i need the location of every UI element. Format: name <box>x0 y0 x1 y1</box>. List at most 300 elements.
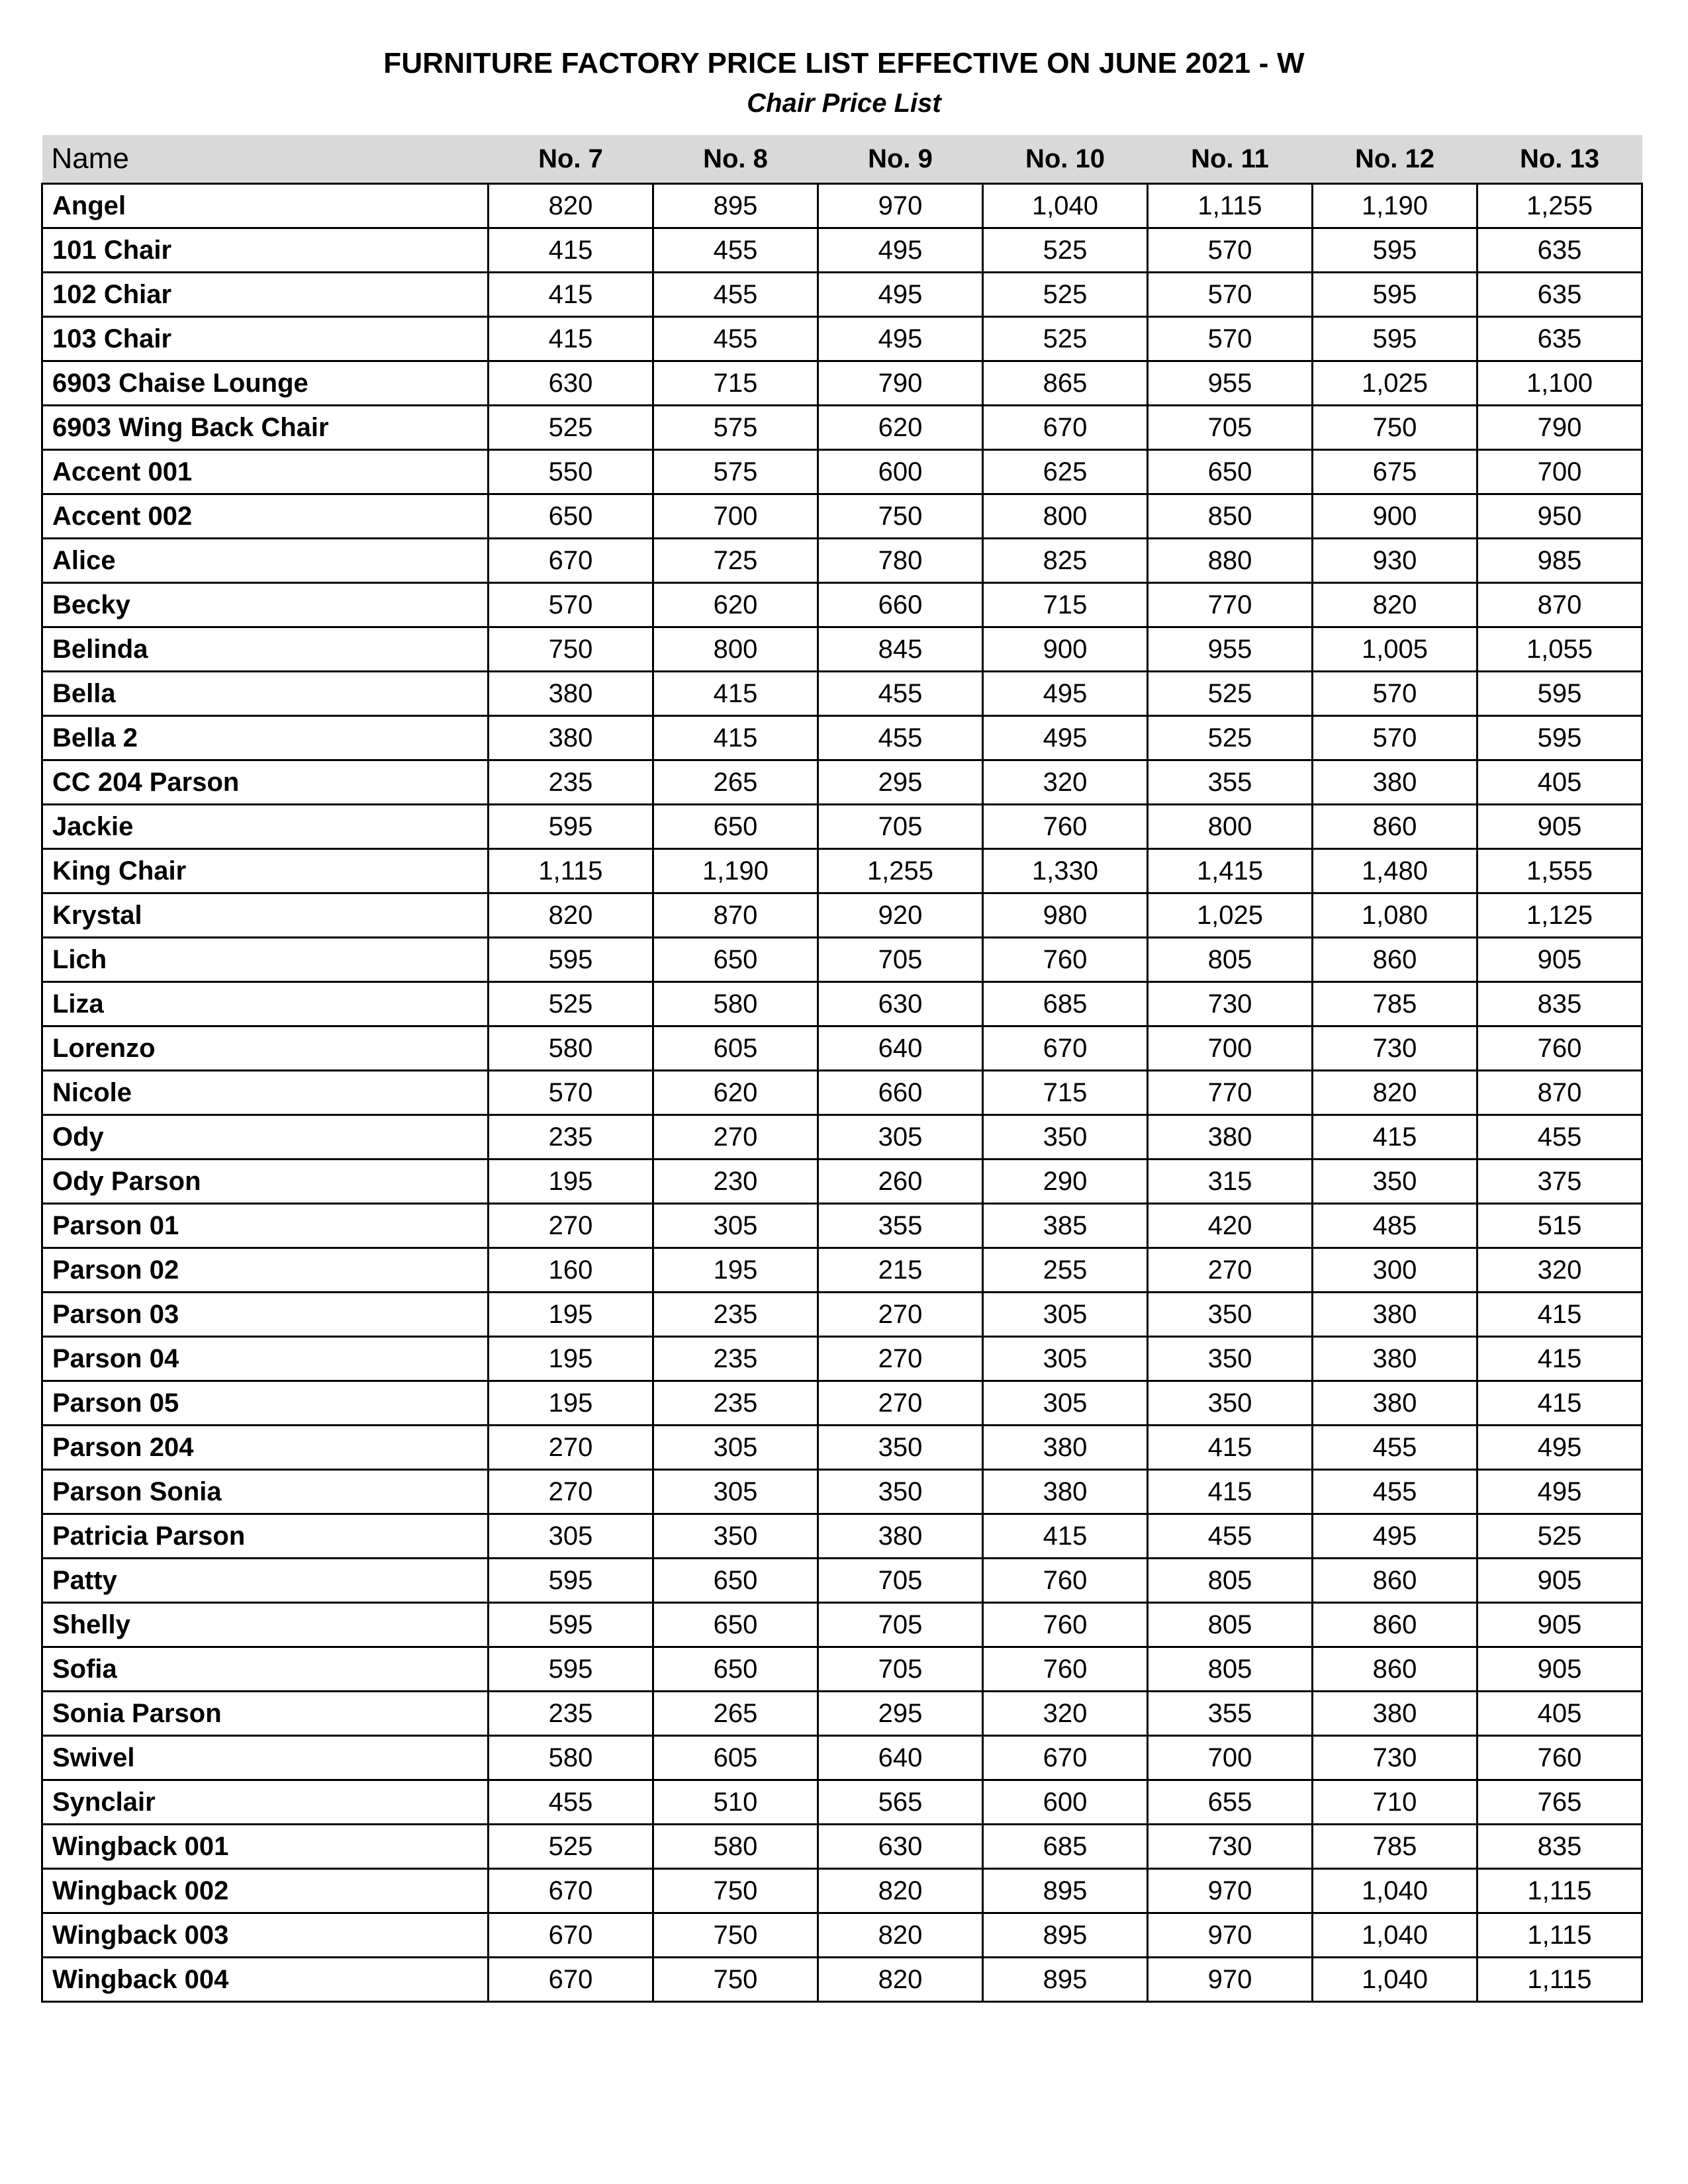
price-cell: 355 <box>1148 760 1313 805</box>
price-cell: 305 <box>489 1514 653 1559</box>
price-cell: 270 <box>1148 1248 1313 1293</box>
row-name: Swivel <box>42 1736 489 1780</box>
price-cell: 525 <box>1477 1514 1642 1559</box>
price-cell: 195 <box>489 1160 653 1204</box>
price-cell: 790 <box>818 361 983 406</box>
price-cell: 655 <box>1148 1780 1313 1825</box>
price-cell: 650 <box>653 938 818 982</box>
price-cell: 705 <box>818 805 983 849</box>
price-cell: 350 <box>983 1115 1148 1160</box>
price-cell: 570 <box>489 1071 653 1115</box>
price-cell: 525 <box>983 228 1148 273</box>
price-cell: 635 <box>1477 273 1642 317</box>
price-cell: 905 <box>1477 938 1642 982</box>
table-header <box>42 135 1642 184</box>
price-cell: 300 <box>1313 1248 1477 1293</box>
price-cell: 1,190 <box>653 849 818 893</box>
price-cell: 270 <box>489 1470 653 1514</box>
price-cell: 700 <box>1148 1736 1313 1780</box>
page-subtitle: Chair Price List <box>747 89 941 118</box>
table-row <box>42 1958 1642 2002</box>
price-cell: 800 <box>983 494 1148 539</box>
price-cell: 905 <box>1477 1603 1642 1647</box>
row-name: Lorenzo <box>42 1026 489 1071</box>
price-cell: 820 <box>1313 1071 1477 1115</box>
price-cell: 525 <box>983 317 1148 361</box>
price-cell: 870 <box>1477 583 1642 627</box>
price-cell: 305 <box>983 1293 1148 1337</box>
price-cell: 495 <box>818 317 983 361</box>
price-cell: 455 <box>653 317 818 361</box>
price-cell: 760 <box>1477 1026 1642 1071</box>
price-cell: 900 <box>1313 494 1477 539</box>
price-cell: 380 <box>1313 760 1477 805</box>
price-cell: 970 <box>1148 1913 1313 1958</box>
table-row <box>42 1381 1642 1426</box>
price-cell: 1,040 <box>1313 1958 1477 2002</box>
price-cell: 955 <box>1148 627 1313 672</box>
table-row <box>42 406 1642 450</box>
table-container <box>0 135 1688 2003</box>
price-cell: 455 <box>653 228 818 273</box>
price-cell: 895 <box>983 1958 1148 2002</box>
price-cell: 260 <box>818 1160 983 1204</box>
price-cell: 705 <box>818 1647 983 1692</box>
price-cell: 705 <box>818 938 983 982</box>
price-cell: 1,115 <box>1477 1913 1642 1958</box>
row-name: 102 Chiar <box>42 273 489 317</box>
price-cell: 1,040 <box>1313 1869 1477 1913</box>
price-cell: 580 <box>653 1825 818 1869</box>
price-cell: 850 <box>1148 494 1313 539</box>
table-row <box>42 1026 1642 1071</box>
price-cell: 605 <box>653 1026 818 1071</box>
price-cell: 295 <box>818 760 983 805</box>
price-cell: 415 <box>1148 1470 1313 1514</box>
row-name: Patricia Parson <box>42 1514 489 1559</box>
table-body <box>42 184 1642 2002</box>
price-cell: 715 <box>983 1071 1148 1115</box>
price-cell: 380 <box>818 1514 983 1559</box>
price-cell: 570 <box>489 583 653 627</box>
price-cell: 600 <box>983 1780 1148 1825</box>
price-cell: 350 <box>1148 1293 1313 1337</box>
price-cell: 415 <box>1313 1115 1477 1160</box>
table-row <box>42 938 1642 982</box>
price-cell: 270 <box>489 1204 653 1248</box>
price-cell: 1,115 <box>489 849 653 893</box>
row-name: Accent 001 <box>42 450 489 494</box>
price-cell: 525 <box>489 982 653 1026</box>
price-cell: 495 <box>818 228 983 273</box>
column-header-name: Name <box>42 135 489 184</box>
row-name: Parson 05 <box>42 1381 489 1426</box>
price-cell: 305 <box>818 1115 983 1160</box>
price-cell: 580 <box>653 982 818 1026</box>
table-row <box>42 1115 1642 1160</box>
price-cell: 265 <box>653 1692 818 1736</box>
price-cell: 705 <box>1148 406 1313 450</box>
table-row <box>42 805 1642 849</box>
price-cell: 870 <box>653 893 818 938</box>
table-row <box>42 184 1642 228</box>
price-cell: 1,555 <box>1477 849 1642 893</box>
price-cell: 305 <box>653 1204 818 1248</box>
price-cell: 770 <box>1148 583 1313 627</box>
price-cell: 630 <box>489 361 653 406</box>
price-cell: 595 <box>489 938 653 982</box>
price-cell: 270 <box>653 1115 818 1160</box>
price-cell: 580 <box>489 1736 653 1780</box>
table-row <box>42 1825 1642 1869</box>
row-name: Sofia <box>42 1647 489 1692</box>
price-cell: 1,040 <box>1313 1913 1477 1958</box>
price-cell: 415 <box>489 273 653 317</box>
price-cell: 420 <box>1148 1204 1313 1248</box>
price-cell: 195 <box>489 1381 653 1426</box>
price-cell: 1,115 <box>1477 1869 1642 1913</box>
table-row <box>42 1426 1642 1470</box>
price-cell: 970 <box>1148 1958 1313 2002</box>
price-cell: 670 <box>489 1958 653 2002</box>
price-cell: 455 <box>489 1780 653 1825</box>
price-cell: 860 <box>1313 938 1477 982</box>
price-cell: 570 <box>1148 228 1313 273</box>
price-cell: 380 <box>983 1470 1148 1514</box>
price-cell: 620 <box>653 1071 818 1115</box>
price-cell: 455 <box>818 716 983 760</box>
price-cell: 375 <box>1477 1160 1642 1204</box>
price-cell: 750 <box>653 1869 818 1913</box>
price-cell: 495 <box>1477 1426 1642 1470</box>
price-cell: 650 <box>1148 450 1313 494</box>
table-row <box>42 1248 1642 1293</box>
price-cell: 160 <box>489 1248 653 1293</box>
price-cell: 320 <box>983 760 1148 805</box>
price-cell: 730 <box>1313 1026 1477 1071</box>
table-row <box>42 273 1642 317</box>
price-cell: 685 <box>983 1825 1148 1869</box>
price-cell: 380 <box>983 1426 1148 1470</box>
column-header-no-8: No. 8 <box>653 135 818 184</box>
price-cell: 640 <box>818 1736 983 1780</box>
price-cell: 805 <box>1148 1647 1313 1692</box>
price-cell: 1,025 <box>1148 893 1313 938</box>
price-cell: 805 <box>1148 1559 1313 1603</box>
row-name: Angel <box>42 184 489 228</box>
price-cell: 195 <box>489 1337 653 1381</box>
price-cell: 550 <box>489 450 653 494</box>
row-name: Alice <box>42 539 489 583</box>
row-name: Parson Sonia <box>42 1470 489 1514</box>
price-cell: 650 <box>653 1647 818 1692</box>
price-cell: 495 <box>1313 1514 1477 1559</box>
price-cell: 870 <box>1477 1071 1642 1115</box>
price-cell: 750 <box>818 494 983 539</box>
price-cell: 660 <box>818 583 983 627</box>
price-cell: 265 <box>653 760 818 805</box>
price-cell: 305 <box>983 1381 1148 1426</box>
price-cell: 650 <box>653 1559 818 1603</box>
row-name: Nicole <box>42 1071 489 1115</box>
price-cell: 730 <box>1148 1825 1313 1869</box>
column-header-no-7: No. 7 <box>489 135 653 184</box>
price-cell: 355 <box>818 1204 983 1248</box>
price-cell: 455 <box>653 273 818 317</box>
price-cell: 525 <box>983 273 1148 317</box>
price-cell: 415 <box>983 1514 1148 1559</box>
price-cell: 920 <box>818 893 983 938</box>
price-cell: 595 <box>1313 273 1477 317</box>
price-cell: 230 <box>653 1160 818 1204</box>
price-cell: 895 <box>653 184 818 228</box>
column-header-no-11: No. 11 <box>1148 135 1313 184</box>
row-name: CC 204 Parson <box>42 760 489 805</box>
price-cell: 1,055 <box>1477 627 1642 672</box>
price-cell: 980 <box>983 893 1148 938</box>
price-cell: 955 <box>1148 361 1313 406</box>
price-cell: 510 <box>653 1780 818 1825</box>
price-cell: 905 <box>1477 1559 1642 1603</box>
table-row <box>42 361 1642 406</box>
price-cell: 455 <box>1148 1514 1313 1559</box>
price-cell: 355 <box>1148 1692 1313 1736</box>
price-cell: 415 <box>1477 1381 1642 1426</box>
price-cell: 860 <box>1313 805 1477 849</box>
price-cell: 595 <box>1477 716 1642 760</box>
price-cell: 380 <box>489 716 653 760</box>
price-cell: 1,025 <box>1313 361 1477 406</box>
price-cell: 195 <box>489 1293 653 1337</box>
price-cell: 985 <box>1477 539 1642 583</box>
price-cell: 295 <box>818 1692 983 1736</box>
price-cell: 1,040 <box>983 184 1148 228</box>
price-cell: 350 <box>1148 1337 1313 1381</box>
price-cell: 350 <box>1148 1381 1313 1426</box>
row-name: Ody <box>42 1115 489 1160</box>
table-row <box>42 1647 1642 1692</box>
price-cell: 805 <box>1148 938 1313 982</box>
price-cell: 255 <box>983 1248 1148 1293</box>
price-cell: 235 <box>489 1115 653 1160</box>
price-cell: 270 <box>489 1426 653 1470</box>
price-cell: 835 <box>1477 982 1642 1026</box>
price-cell: 635 <box>1477 317 1642 361</box>
price-cell: 305 <box>653 1426 818 1470</box>
price-cell: 350 <box>1313 1160 1477 1204</box>
price-cell: 235 <box>653 1337 818 1381</box>
price-cell: 380 <box>1313 1692 1477 1736</box>
price-cell: 380 <box>489 672 653 716</box>
table-row <box>42 317 1642 361</box>
row-name: Shelly <box>42 1603 489 1647</box>
price-cell: 790 <box>1477 406 1642 450</box>
price-cell: 780 <box>818 539 983 583</box>
price-cell: 385 <box>983 1204 1148 1248</box>
price-cell: 235 <box>489 1692 653 1736</box>
price-cell: 595 <box>1477 672 1642 716</box>
table-row <box>42 1603 1642 1647</box>
price-cell: 625 <box>983 450 1148 494</box>
price-cell: 805 <box>1148 1603 1313 1647</box>
price-cell: 605 <box>653 1736 818 1780</box>
row-name: 103 Chair <box>42 317 489 361</box>
price-cell: 575 <box>653 406 818 450</box>
price-cell: 670 <box>983 1026 1148 1071</box>
row-name: 6903 Chaise Lounge <box>42 361 489 406</box>
row-name: Parson 01 <box>42 1204 489 1248</box>
price-cell: 670 <box>983 406 1148 450</box>
column-header-no-9: No. 9 <box>818 135 983 184</box>
price-cell: 905 <box>1477 805 1642 849</box>
page-title: FURNITURE FACTORY PRICE LIST EFFECTIVE ON JUNE 2021 - W <box>383 47 1305 79</box>
table-row <box>42 1160 1642 1204</box>
row-name: Parson 04 <box>42 1337 489 1381</box>
row-name: Accent 002 <box>42 494 489 539</box>
price-cell: 750 <box>653 1913 818 1958</box>
price-cell: 525 <box>1148 672 1313 716</box>
row-name: Lich <box>42 938 489 982</box>
price-cell: 455 <box>1313 1470 1477 1514</box>
chair-price-table <box>41 135 1643 2003</box>
price-cell: 715 <box>653 361 818 406</box>
price-cell: 760 <box>983 1559 1148 1603</box>
price-cell: 235 <box>489 760 653 805</box>
table-row <box>42 228 1642 273</box>
price-cell: 930 <box>1313 539 1477 583</box>
price-cell: 565 <box>818 1780 983 1825</box>
table-row <box>42 1514 1642 1559</box>
price-cell: 685 <box>983 982 1148 1026</box>
price-cell: 305 <box>983 1337 1148 1381</box>
price-cell: 595 <box>489 1603 653 1647</box>
price-cell: 455 <box>1477 1115 1642 1160</box>
price-cell: 800 <box>1148 805 1313 849</box>
price-cell: 895 <box>983 1913 1148 1958</box>
table-row <box>42 1337 1642 1381</box>
row-name: 101 Chair <box>42 228 489 273</box>
table-row <box>42 1293 1642 1337</box>
price-cell: 760 <box>983 938 1148 982</box>
row-name: Parson 204 <box>42 1426 489 1470</box>
table-row <box>42 583 1642 627</box>
price-cell: 635 <box>1477 228 1642 273</box>
row-name: Sonia Parson <box>42 1692 489 1736</box>
price-cell: 820 <box>489 893 653 938</box>
table-row <box>42 1559 1642 1603</box>
price-cell: 785 <box>1313 1825 1477 1869</box>
price-cell: 820 <box>818 1958 983 2002</box>
table-row <box>42 1780 1642 1825</box>
table-row <box>42 1470 1642 1514</box>
row-name: Parson 03 <box>42 1293 489 1337</box>
table-row <box>42 760 1642 805</box>
row-name: Belinda <box>42 627 489 672</box>
row-name: Krystal <box>42 893 489 938</box>
price-cell: 835 <box>1477 1825 1642 1869</box>
price-cell: 1,330 <box>983 849 1148 893</box>
price-cell: 670 <box>489 1913 653 1958</box>
price-cell: 820 <box>818 1913 983 1958</box>
price-cell: 415 <box>1477 1337 1642 1381</box>
price-cell: 640 <box>818 1026 983 1071</box>
price-cell: 495 <box>983 716 1148 760</box>
price-cell: 215 <box>818 1248 983 1293</box>
row-name: Wingback 002 <box>42 1869 489 1913</box>
price-cell: 570 <box>1148 273 1313 317</box>
price-cell: 580 <box>489 1026 653 1071</box>
price-cell: 710 <box>1313 1780 1477 1825</box>
price-cell: 415 <box>653 716 818 760</box>
price-cell: 595 <box>1313 228 1477 273</box>
price-cell: 905 <box>1477 1647 1642 1692</box>
table-row <box>42 494 1642 539</box>
table-header-row <box>42 135 1642 184</box>
price-cell: 820 <box>489 184 653 228</box>
title-block <box>0 0 1688 118</box>
price-cell: 750 <box>489 627 653 672</box>
row-name: Parson 02 <box>42 1248 489 1293</box>
price-cell: 865 <box>983 361 1148 406</box>
price-cell: 670 <box>983 1736 1148 1780</box>
price-cell: 380 <box>1148 1115 1313 1160</box>
price-cell: 575 <box>653 450 818 494</box>
price-cell: 950 <box>1477 494 1642 539</box>
price-cell: 650 <box>489 494 653 539</box>
price-cell: 860 <box>1313 1559 1477 1603</box>
price-cell: 270 <box>818 1381 983 1426</box>
price-cell: 525 <box>489 1825 653 1869</box>
price-cell: 705 <box>818 1559 983 1603</box>
price-cell: 415 <box>1477 1293 1642 1337</box>
price-cell: 570 <box>1148 317 1313 361</box>
row-name: Ody Parson <box>42 1160 489 1204</box>
row-name: Bella 2 <box>42 716 489 760</box>
price-cell: 595 <box>489 805 653 849</box>
price-cell: 290 <box>983 1160 1148 1204</box>
price-cell: 600 <box>818 450 983 494</box>
price-cell: 415 <box>489 228 653 273</box>
price-cell: 730 <box>1313 1736 1477 1780</box>
price-cell: 970 <box>1148 1869 1313 1913</box>
price-cell: 1,415 <box>1148 849 1313 893</box>
price-cell: 900 <box>983 627 1148 672</box>
price-cell: 620 <box>818 406 983 450</box>
table-row <box>42 716 1642 760</box>
price-cell: 415 <box>653 672 818 716</box>
table-row <box>42 1869 1642 1913</box>
price-cell: 820 <box>1313 583 1477 627</box>
row-name: Wingback 004 <box>42 1958 489 2002</box>
price-cell: 570 <box>1313 672 1477 716</box>
price-cell: 845 <box>818 627 983 672</box>
price-cell: 350 <box>818 1470 983 1514</box>
table-row <box>42 1204 1642 1248</box>
row-name: Wingback 003 <box>42 1913 489 1958</box>
price-cell: 895 <box>983 1869 1148 1913</box>
price-cell: 670 <box>489 1869 653 1913</box>
row-name: Bella <box>42 672 489 716</box>
price-cell: 1,005 <box>1313 627 1477 672</box>
table-row <box>42 849 1642 893</box>
price-cell: 650 <box>653 1603 818 1647</box>
row-name: Becky <box>42 583 489 627</box>
price-cell: 380 <box>1313 1337 1477 1381</box>
table-row <box>42 1913 1642 1958</box>
price-cell: 700 <box>1148 1026 1313 1071</box>
price-cell: 595 <box>489 1559 653 1603</box>
table-row <box>42 1071 1642 1115</box>
